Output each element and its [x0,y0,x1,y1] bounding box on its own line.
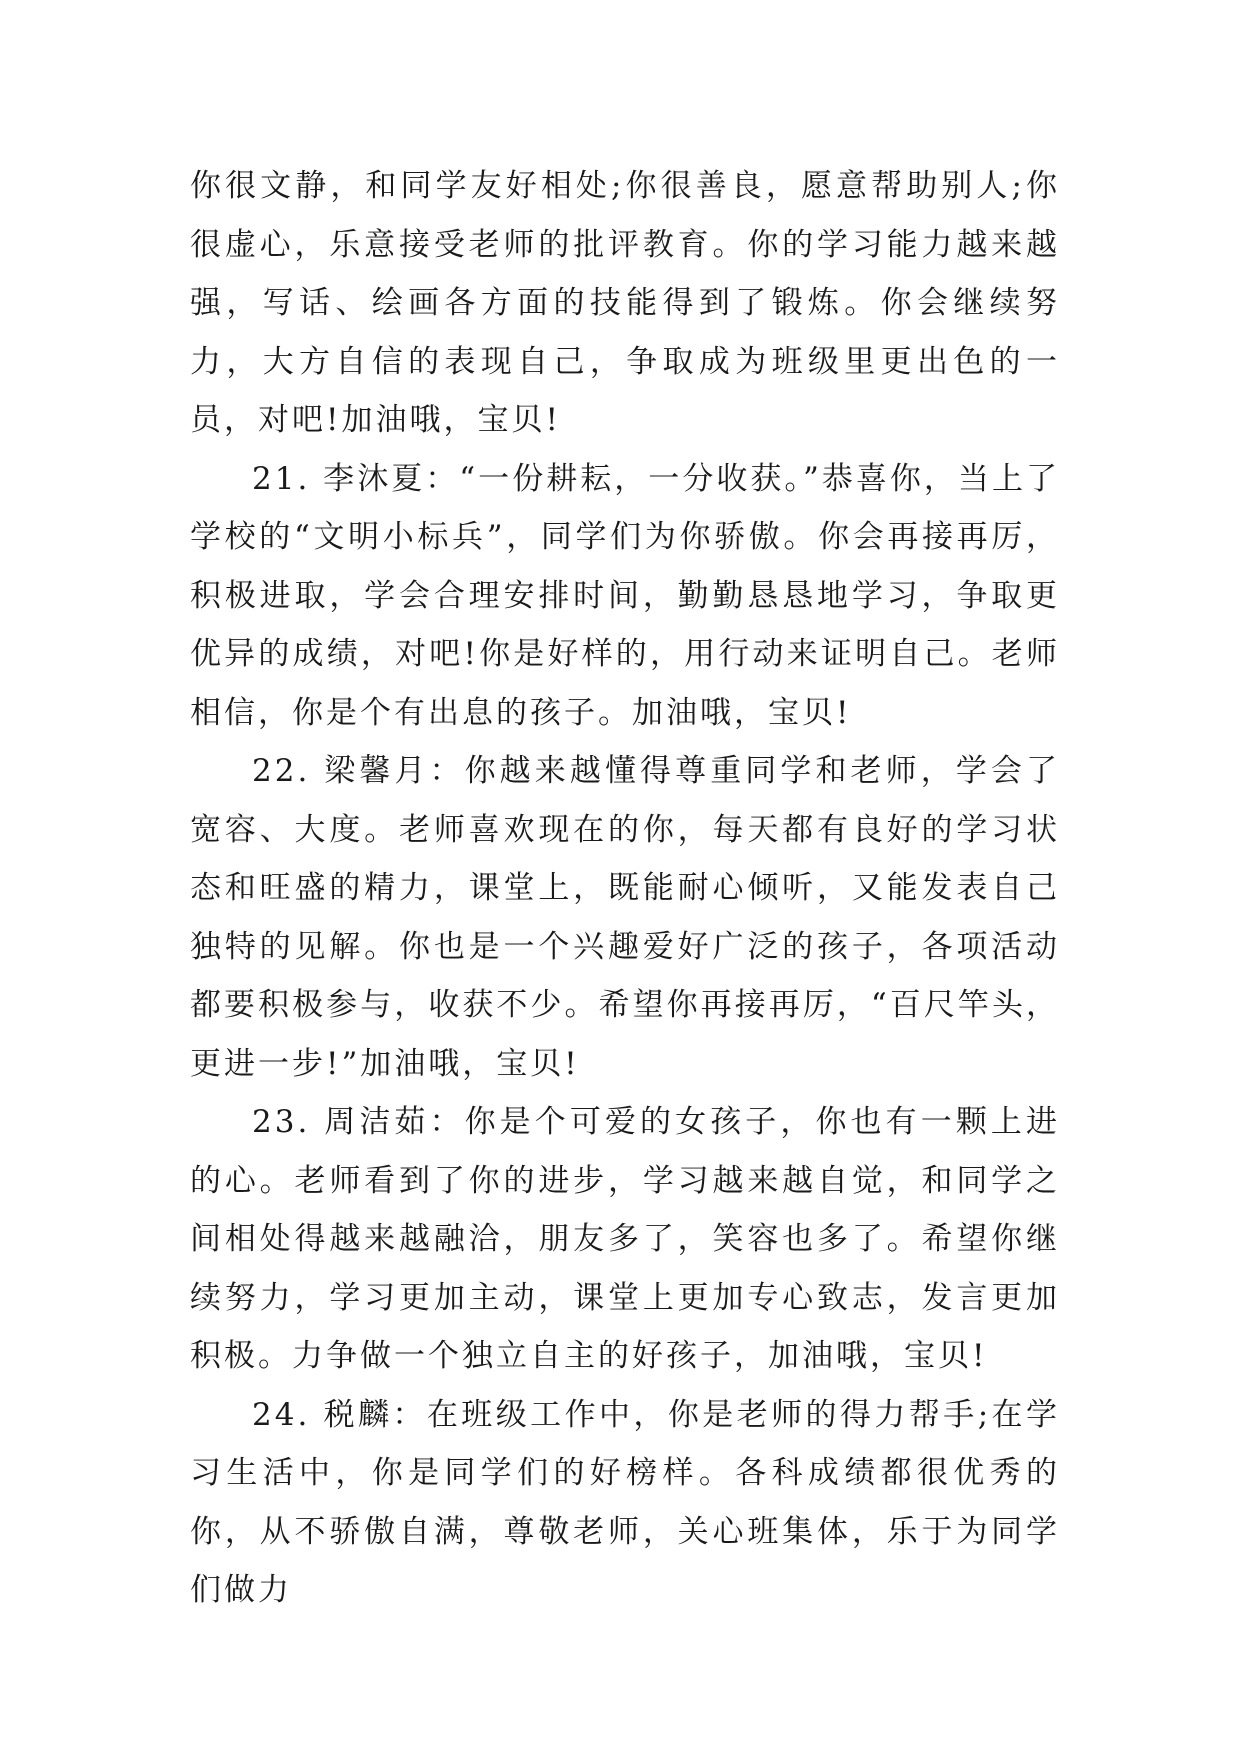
paragraph-24: 24. 税麟：在班级工作中，你是老师的得力帮手;在学习生活中，你是同学们的好榜样。各科成绩都很优秀的你，从不骄傲自满，尊敬老师，关心班集体，乐于为同学们做力 [190,1396,1060,1608]
document-body [190,157,1060,1620]
paragraph-21: 21. 李沐夏：“一份耕耘，一分收获。”恭喜你，当上了学校的“文明小标兵”，同学们为你骄傲。你会再接再厉，积极进取，学会合理安排时间，勤勤恳恳地学习，争取更优异的成绩，对吧!你是好样的，用行动来证明自己。老师相信，你是个有出息的孩子。加油哦，宝贝! [190,460,1060,731]
paragraph-22: 22. 梁馨月：你越来越懂得尊重同学和老师，学会了宽容、大度。老师喜欢现在的你，每天都有良好的学习状态和旺盛的精力，课堂上，既能耐心倾听，又能发表自己独特的见解。你也是一个兴趣爱好广泛的孩子，各项活动都要积极参与，收获不少。希望你再接再厉，“百尺竿头，更进一步!”加油哦，宝贝! [190,753,1060,1082]
paragraph-23: 23. 周洁茹：你是个可爱的女孩子，你也有一颗上进的心。老师看到了你的进步，学习越来越自觉，和同学之间相处得越来越融洽，朋友多了，笑容也多了。希望你继续努力，学习更加主动，课堂上更加专心致志，发言更加积极。力争做一个独立自主的好孩子，加油哦，宝贝! [190,1104,1060,1374]
paragraph-continued: 你很文静，和同学友好相处;你很善良，愿意帮助别人;你很虚心，乐意接受老师的批评教育。你的学习能力越来越强，写话、绘画各方面的技能得到了锻炼。你会继续努力，大方自信的表现自己，争取成为班级里更出色的一员，对吧!加油哦，宝贝! [190,168,1060,438]
